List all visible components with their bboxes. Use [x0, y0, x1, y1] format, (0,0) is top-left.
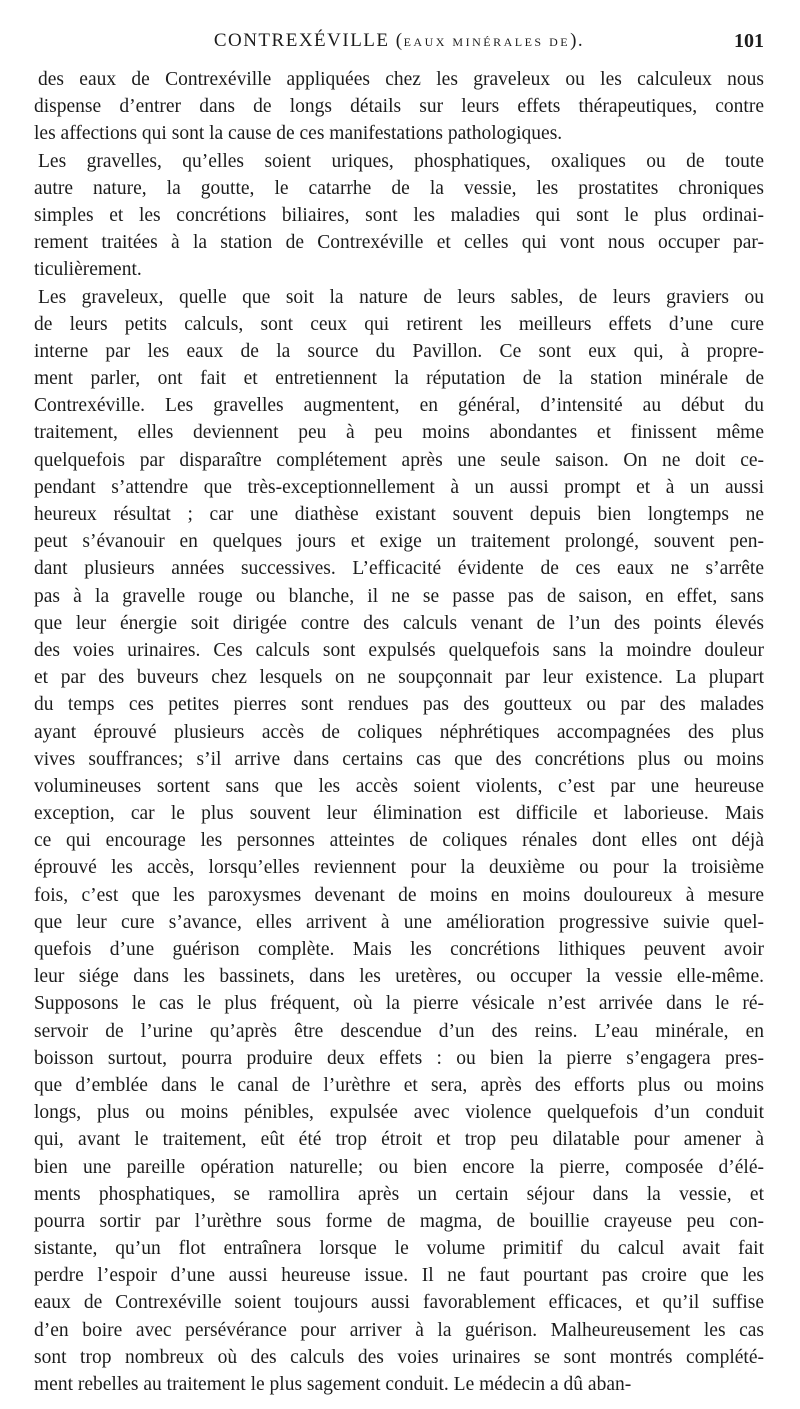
text-line: vives souffrances; s’il arrive dans certains cas que des concrétions plus ou moins [34, 748, 764, 770]
text-line: exception, car le plus souvent leur élimination est difficile et laborieuse. Mais [34, 803, 764, 825]
text-line: les affections qui sont la cause de ces manifestations pathologiques. [34, 123, 563, 145]
text-line: heureux résultat ; car une diathèse existant souvent depuis bien longtemps ne [34, 504, 764, 525]
text-line: dant plusieurs années successives. L’efficacité évidente de ces eaux ne s’arrête [34, 558, 764, 580]
text-line: et par des buveurs chez lesquels on ne soupçonnait par leur existence. La plupart [34, 667, 764, 689]
text-line: sistante, qu’un flot entraînera lorsque le volume primitif du calcul avait fait [34, 1238, 764, 1260]
text-line: qui, avant le traitement, eût été trop étroit et trop peu dilatable pour amener à [34, 1129, 764, 1151]
text-line: simples et les concrétions biliaires, sont les maladies qui sont le plus ordinai- [34, 204, 764, 226]
text-line: autre nature, la goutte, le catarrhe de la vessie, les prostatites chroniques [34, 177, 764, 199]
page-number: 101 [734, 30, 764, 52]
text-line: pourra sortir par l’urèthre sous forme de magma, de bouillie crayeuse peu con- [34, 1210, 764, 1232]
running-title-main: CONTREXÉVILLE ( [213, 30, 404, 51]
text-line: eaux de Contrexéville soient toujours aussi favorablement efficaces, et qu’il suffise [34, 1292, 764, 1314]
text-line: longs, plus ou moins pénibles, expulsée avec violence quelquefois d’un conduit [34, 1102, 764, 1124]
text-line: quefois d’une guérison complète. Mais les concrétions lithiques peuvent avoir [34, 939, 764, 960]
text-line: leur siége dans les bassinets, dans les uretères, ou occuper la vessie elle-même. [34, 966, 764, 988]
text-line: que d’emblée dans le canal de l’urèthre et sera, après des efforts plus ou moins [34, 1074, 764, 1096]
text-line: ment rebelles au traitement le plus sagement conduit. Le médecin a dû aban- [34, 1374, 632, 1395]
text-line: ments phosphatiques, se ramollira après un certain séjour dans la vessie, et [34, 1183, 764, 1205]
text-line: Les graveleux, quelle que soit la nature de leurs sables, de leurs graviers ou [38, 286, 764, 308]
text-line: pendant s’attendre que très-exceptionnellement à un aussi prompt et à un aussi [34, 476, 764, 498]
running-title-subtitle: EAUX MINÉRALES DE [403, 35, 571, 49]
text-line: de leurs petits calculs, sont ceux qui retirent les meilleurs effets d’une cure [34, 313, 764, 335]
text-line: ce qui encourage les personnes atteintes de coliques rénales dont elles ont déjà [34, 830, 764, 852]
text-line: peut s’évanouir en quelques jours et exige un traitement prolongé, souvent pen- [34, 531, 764, 553]
text-line: ayant éprouvé plusieurs accès de coliques néphrétiques accompagnées des plus [34, 721, 764, 743]
text-line: dispense d’entrer dans de longs détails sur leurs effets thérapeutiques, contre [34, 96, 764, 118]
text-line: Supposons le cas le plus fréquent, où la pierre vésicale n’est arrivée dans le ré- [34, 993, 764, 1015]
text-line: rement traitées à la station de Contrexéville et celles qui vont nous occuper par- [34, 232, 764, 254]
text-line: ticulièrement. [34, 259, 142, 281]
text-line: fois, c’est que les paroxysmes devenant de moins en moins douloureux à mesure [34, 884, 764, 906]
text-line: des eaux de Contrexéville appliquées chez les graveleux ou les calculeux nous [38, 69, 764, 90]
text-line: des voies urinaires. Ces calculs sont expulsés quelquefois sans la moindre douleur [34, 639, 764, 661]
text-line: volumineuses sortent sans que les accès soient violents, c’est par une heureuse [34, 775, 764, 797]
text-line: quelquefois par disparaître complétement après une seule saison. On ne doit ce- [34, 449, 764, 471]
running-title [34, 30, 764, 52]
text-line: Les gravelles, qu’elles soient uriques, phosphatiques, oxaliques ou de toute [38, 150, 764, 172]
text-line: pas à la gravelle rouge ou blanche, il ne se passe pas de saison, en effet, sans [34, 585, 764, 607]
text-line: d’en boire avec persévérance pour arriver à la guérison. Malheureusement les cas [34, 1319, 764, 1341]
running-title-close: ). [570, 30, 585, 51]
text-line: perdre l’espoir d’une aussi heureuse issue. Il ne faut pourtant pas croire que les [34, 1265, 764, 1287]
paragraph [34, 284, 764, 1399]
text-line: que leur énergie soit dirigée contre des calculs venant de l’un des points élevés [34, 612, 764, 634]
text-line: boisson surtout, pourra produire deux effets : ou bien la pierre s’engagera pres- [34, 1047, 764, 1069]
text-line: servoir de l’urine qu’après être descendue d’un des reins. L’eau minérale, en [34, 1020, 764, 1042]
paragraph [34, 66, 764, 148]
text-line: Contrexéville. Les gravelles augmentent, en général, d’intensité au début du [34, 395, 764, 417]
text-line: bien une pareille opération naturelle; ou bien encore la pierre, composée d’élé- [34, 1156, 764, 1178]
text-line: traitement, elles deviennent peu à peu moins abondantes et finissent même [34, 422, 764, 444]
text-line: ment parler, ont fait et entretiennent la réputation de la station minérale de [34, 368, 764, 390]
text-line: du temps ces petites pierres sont rendues pas des goutteux ou par des malades [34, 694, 764, 716]
text-line: sont trop nombreux où des calculs des voies urinaires se sont montrés complété- [34, 1346, 764, 1368]
body-text [34, 66, 764, 1398]
paragraph [34, 148, 764, 284]
text-line: éprouvé les accès, lorsqu’elles reviennent pour la deuxième ou pour la troisième [34, 857, 764, 879]
text-line: interne par les eaux de la source du Pavillon. Ce sont eux qui, à propre- [34, 340, 764, 362]
text-line: que leur cure s’avance, elles arrivent à une amélioration progressive suivie quel- [34, 911, 764, 933]
running-head [34, 30, 764, 58]
